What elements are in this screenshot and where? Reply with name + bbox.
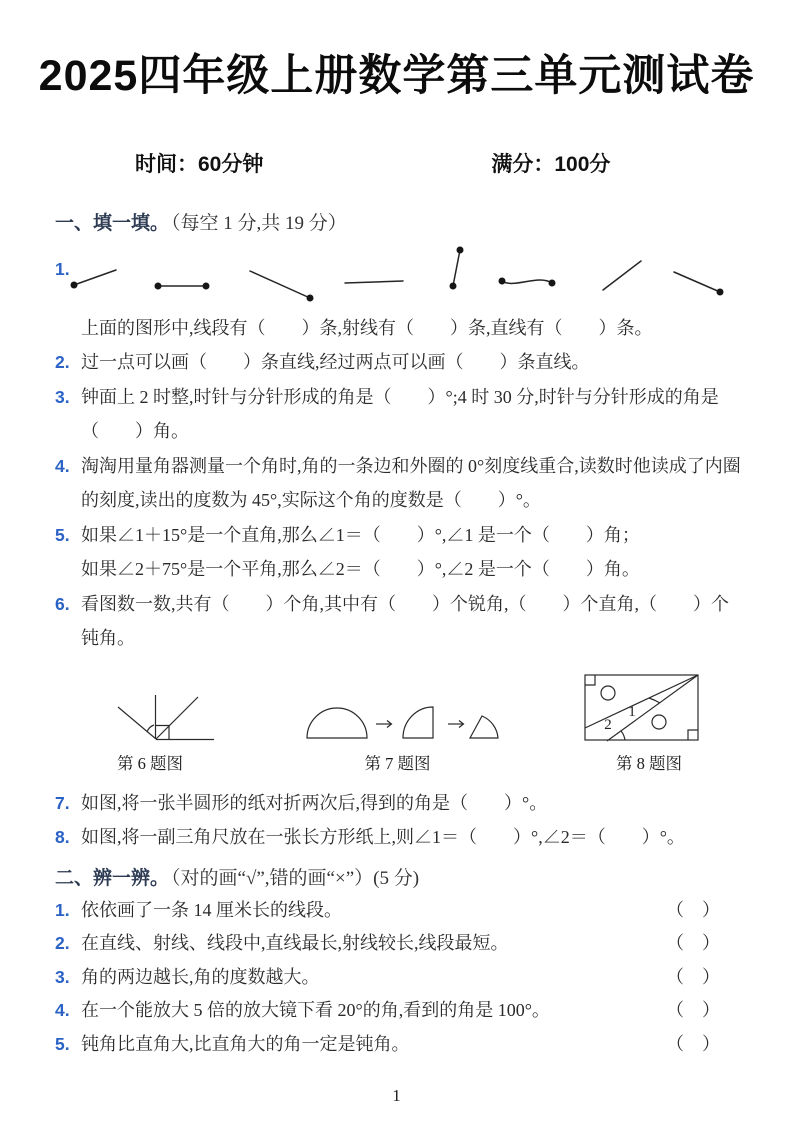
- question-3-cont: [55, 414, 753, 449]
- tf4-text-wrap: [55, 994, 550, 1028]
- q1-text: 上面的图形中,线段有（ ）条,射线有（ ）条,直线有（ ）条。: [81, 317, 653, 338]
- q8-text: 如图,将一副三角尺放在一张长方形纸上,则∠1＝（ ）°,∠2＝（ ）°。: [81, 827, 685, 848]
- tf1-answer-bracket: （ ）: [666, 899, 720, 920]
- tf3-answer-bracket: （ ）: [666, 966, 720, 987]
- q2-text: 过一点可以画（ ）条直线,经过两点可以画（ ）条直线。: [81, 352, 590, 373]
- figure-q6-block: [55, 689, 245, 774]
- tf-item-2: [55, 927, 720, 961]
- time-label: 时间：60分钟: [135, 152, 264, 176]
- q5-text-line2: 如果∠2＋75°是一个平角,那么∠2＝（ ）°,∠2 是一个（ ）角。: [81, 559, 640, 580]
- q1-figure-row: [55, 243, 793, 311]
- question-4: [55, 449, 753, 484]
- q7-folding-figure: [290, 700, 505, 745]
- tf-item-4: [55, 994, 720, 1028]
- q1-lines-figure: [60, 243, 740, 308]
- q3-text-line1: 钟面上 2 时整,时针与分针形成的角是（ ）°;4 时 30 分,时针与分针形成的角是: [81, 386, 719, 407]
- q4-number: 4.: [55, 455, 70, 476]
- figure-q8-block: [580, 670, 718, 774]
- question-8: [55, 820, 753, 855]
- tf4-number: 4.: [55, 1000, 70, 1021]
- section1-heading: [55, 208, 793, 235]
- q6-text-line2: 钝角。: [81, 628, 135, 649]
- tf3-text: 角的两边越长,角的度数越大。: [81, 966, 320, 987]
- q6-angles-figure: [105, 689, 220, 745]
- score-label: 满分：100分: [491, 152, 611, 176]
- page-title: 2025四年级上册数学第三单元测试卷: [38, 52, 755, 100]
- q1-text-line: [55, 311, 753, 346]
- tf5-answer-bracket: （ ）: [666, 1033, 720, 1054]
- figure-q8-caption: 第 8 题图: [616, 753, 682, 773]
- q8-angle1-label: 1: [628, 703, 636, 720]
- q1-number: 1.: [55, 258, 70, 279]
- figure-q7-caption: 第 7 题图: [364, 753, 431, 773]
- section2-note: （对的画“√”,错的画“×”）(5 分): [171, 867, 420, 889]
- tf-item-1: [55, 894, 720, 928]
- q4-text-line1: 淘淘用量角器测量一个角时,角的一条边和外圈的 0°刻度线重合,读数时他读成了内圈: [81, 455, 741, 476]
- exam-info-row: [135, 148, 793, 178]
- section2-title: 二、辨一辨。: [55, 867, 170, 889]
- q8-number: 8.: [55, 827, 70, 848]
- tf3-number: 3.: [55, 966, 70, 987]
- tf1-text: 依依画了一条 14 厘米长的线段。: [81, 899, 342, 920]
- tf2-text: 在直线、射线、线段中,直线最长,射线较长,线段最短。: [81, 933, 509, 954]
- question-6: [55, 587, 753, 622]
- q8-triangle-ruler-figure: [580, 670, 718, 745]
- q7-text: 如图,将一张半圆形的纸对折两次后,得到的角是（ ）°。: [81, 792, 548, 813]
- question-6-cont: [55, 621, 753, 656]
- q6-number: 6.: [55, 593, 70, 614]
- page-number: 1: [392, 1086, 401, 1105]
- figure-q7-block: [290, 700, 505, 774]
- question-7: [55, 786, 753, 821]
- tf3-text-wrap: [55, 961, 320, 995]
- q5-text-line1: 如果∠1＋15°是一个直角,那么∠1＝（ ）°,∠1 是一个（ ）角；: [81, 524, 640, 545]
- tf4-text: 在一个能放大 5 倍的放大镜下看 20°的角,看到的角是 100°。: [81, 1000, 550, 1021]
- section1-title: 一、填一填。: [55, 212, 170, 234]
- figures-row: [55, 662, 793, 774]
- section2-heading: [55, 863, 793, 890]
- tf5-text-wrap: [55, 1028, 410, 1062]
- q3-text-line2: （ ）角。: [81, 421, 189, 442]
- figure-q6-caption: 第 6 题图: [117, 753, 183, 773]
- tf5-text: 钝角比直角大,比直角大的角一定是钝角。: [81, 1033, 410, 1054]
- tf2-answer-bracket: （ ）: [666, 933, 720, 954]
- tf1-number: 1.: [55, 899, 70, 920]
- q7-number: 7.: [55, 792, 70, 813]
- question-3: [55, 380, 753, 415]
- tf2-text-wrap: [55, 927, 509, 961]
- q6-text-line1: 看图数一数,共有（ ）个角,其中有（ ）个锐角,（ ）个直角,（ ）个: [81, 593, 729, 614]
- tf5-number: 5.: [55, 1033, 70, 1054]
- tf4-answer-bracket: （ ）: [666, 1000, 720, 1021]
- question-2: [55, 345, 753, 380]
- question-5-cont: [55, 552, 753, 587]
- q8-angle2-label: 2: [604, 716, 612, 733]
- tf-item-5: [55, 1028, 720, 1062]
- q5-number: 5.: [55, 524, 70, 545]
- q4-text-line2: 的刻度,读出的度数为 45°,实际这个角的度数是（ ）°。: [81, 490, 541, 511]
- q3-number: 3.: [55, 386, 70, 407]
- tf-item-3: [55, 961, 720, 995]
- question-4-cont: [55, 483, 753, 518]
- tf1-text-wrap: [55, 894, 342, 928]
- tf2-number: 2.: [55, 933, 70, 954]
- q2-number: 2.: [55, 352, 70, 373]
- section1-note: （每空 1 分,共 19 分）: [171, 212, 347, 234]
- question-5: [55, 518, 753, 553]
